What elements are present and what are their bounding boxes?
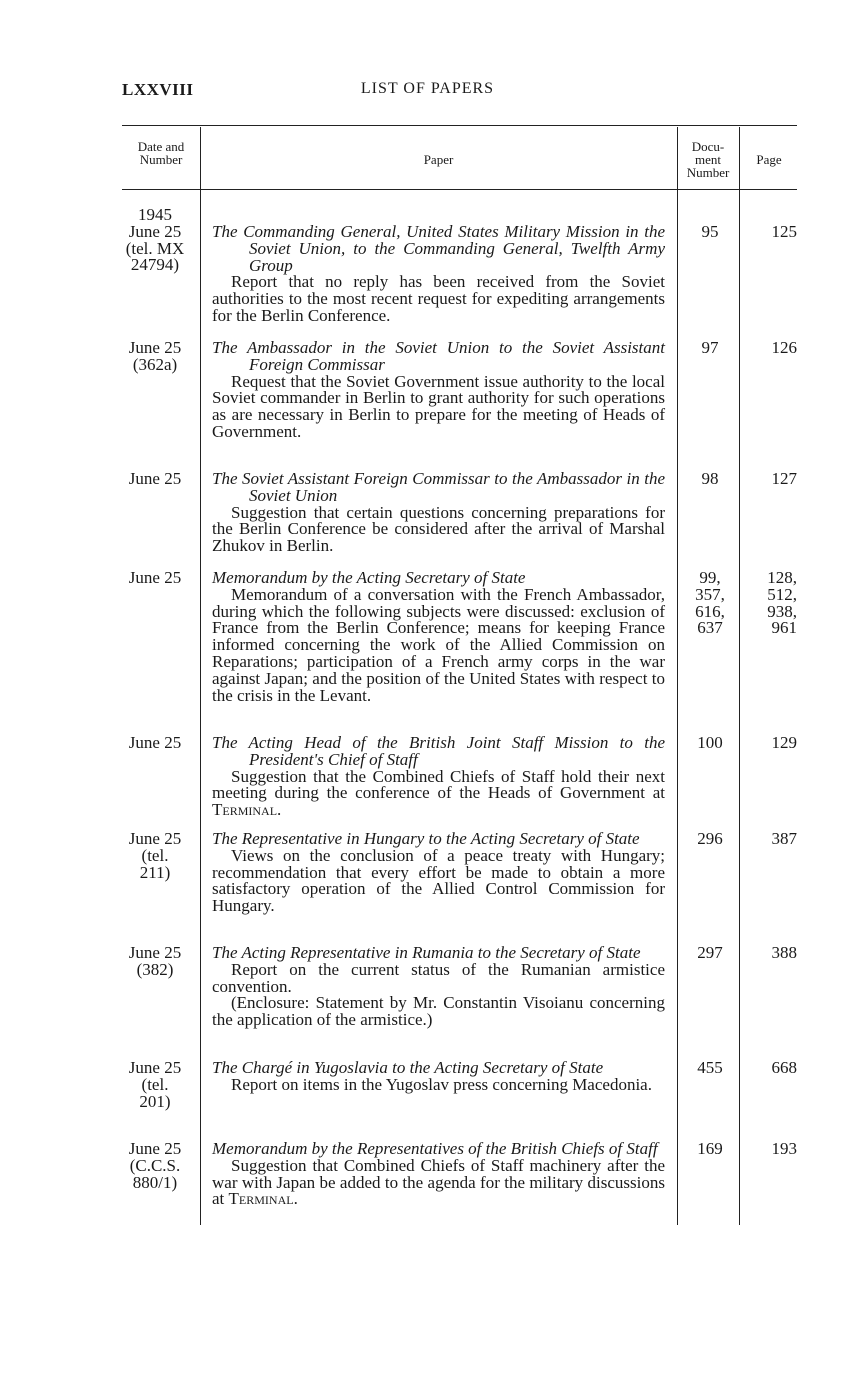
code-word: Terminal (228, 1189, 294, 1209)
document-number: 296 (697, 829, 723, 848)
entry-title: The Commanding General, United States Military Mission in the Soviet Union, to the Commanding General, Twelfth Army Group (212, 222, 665, 275)
entry-title: The Soviet Assistant Foreign Commissar to the Ambassador in the Soviet Union (212, 469, 665, 505)
entry-page-numbers (755, 340, 797, 357)
entry-summary: Report on items in the Yugoslav press concerning Macedonia. (231, 1074, 652, 1094)
date-line: 1945 (138, 205, 172, 224)
entry-title: The Ambassador in the Soviet Union to the Soviet Assistant Foreign Commissar (212, 338, 665, 374)
date-line: 24794) (130, 255, 180, 275)
document-number: 616, (695, 601, 725, 621)
entry-date (118, 570, 192, 587)
date-line: (C.C.S. (129, 1155, 181, 1175)
entry-page-numbers (755, 735, 797, 752)
entry-title: Memorandum by the Acting Secretary of State (212, 568, 526, 587)
date-line: June 25 (128, 733, 182, 752)
document-number: 297 (697, 943, 723, 962)
date-line: June 25 (128, 1058, 182, 1077)
entry-document-numbers (680, 1060, 740, 1077)
entry-summary: Report that no reply has been received from the Soviet authorities to the most recent request for expediting arrangements for the Berlin Conference. (212, 272, 665, 325)
entry-title: The Representative in Hungary to the Acting Secretary of State (212, 829, 640, 848)
document-number: 169 (697, 1139, 723, 1158)
date-line: (tel. (141, 1074, 169, 1094)
entry-summary: Request that the Soviet Government issue authority to the local Soviet commander in Berlin to grant authority for such operations as are necessary in Berlin to prepare for the meeting of Heads of Government. (212, 371, 665, 441)
entry-document-numbers (680, 340, 740, 357)
column-divider (200, 127, 201, 1225)
column-header-date: Date and Number (137, 139, 185, 167)
document-number: 637 (697, 618, 723, 638)
date-line: June 25 (128, 221, 182, 241)
entry-document-numbers (680, 471, 740, 488)
page-number: 668 (771, 1058, 797, 1077)
document-number: 455 (697, 1058, 723, 1077)
column-header-page: Page (756, 152, 782, 167)
entry-summary: Suggestion that certain questions concerning preparations for the Berlin Conference be considered after the arrival of Marshal Zhukov in Berlin. (212, 502, 665, 556)
date-line: 201) (139, 1091, 171, 1111)
entry-page-numbers (755, 471, 797, 488)
entry-document-numbers (680, 945, 740, 962)
date-line: June 25 (128, 829, 182, 848)
document-number: 100 (697, 733, 723, 752)
date-line: June 25 (128, 469, 182, 488)
page-number: 193 (771, 1139, 797, 1158)
page-number: 127 (771, 469, 797, 488)
code-word: Terminal (212, 800, 278, 820)
entry-page-numbers (755, 570, 797, 637)
document-number: 95 (701, 222, 719, 241)
date-line: (382) (136, 959, 174, 979)
date-line: (362a) (132, 354, 178, 374)
page-number: 512, (767, 584, 797, 604)
page-number: 938, (767, 601, 797, 621)
entry-document-numbers (680, 224, 740, 241)
entry-paper (212, 570, 665, 704)
date-line: June 25 (128, 1139, 182, 1158)
entry-paper (212, 340, 665, 441)
entry-title: The Acting Representative in Rumania to the Secretary of State (212, 943, 641, 962)
entry-summary: Memorandum of a conversation with the French Ambassador, during which the following subjects were discussed: exclusion of France from the Berlin Conference; means for keeping France informed concerning the work of the Allied Commission on Reparations; participation of a French army corps in the war against Japan; and the position of the United States with respect to the crisis in the Levant. (212, 584, 665, 705)
entry-date (118, 1141, 192, 1191)
document-number: 97 (701, 338, 719, 357)
entry-paper (212, 471, 665, 555)
entry-date (118, 1060, 192, 1110)
entry-page-numbers (755, 1141, 797, 1158)
page-number: 125 (771, 222, 797, 241)
entry-date (118, 471, 192, 488)
table-header-rule (122, 189, 797, 190)
entry-title: Memorandum by the Representatives of the British Chiefs of Staff (212, 1139, 658, 1158)
page-number: 129 (771, 733, 797, 752)
entry-summary: Suggestion that Combined Chiefs of Staff machinery after the war with Japan be added to the agenda for the military discussions at Terminal. (212, 1155, 665, 1209)
page-number: 387 (771, 829, 797, 848)
entry-page-numbers (755, 224, 797, 241)
entry-date (118, 945, 192, 979)
document-number: 98 (701, 469, 719, 488)
entry-date (118, 735, 192, 752)
entry-paper (212, 735, 665, 819)
page-number: 128, (767, 568, 797, 587)
entry-document-numbers (680, 1141, 740, 1158)
entry-date (118, 831, 192, 881)
entry-page-numbers (755, 1060, 797, 1077)
page-number: 388 (771, 943, 797, 962)
entry-summary: Suggestion that the Combined Chiefs of Staff hold their next meeting during the conference of the Heads of Government at Terminal. (212, 766, 665, 820)
document-number: 99, (699, 568, 721, 587)
entry-date (118, 340, 192, 374)
document-number: 357, (695, 584, 725, 604)
entry-title: The Acting Head of the British Joint Staff Mission to the President's Chief of Staff (212, 733, 665, 769)
entry-date (118, 207, 192, 274)
entry-document-numbers (680, 735, 740, 752)
entry-title: The Chargé in Yugoslavia to the Acting Secretary of State (212, 1058, 604, 1077)
page-number: LXXVIII (122, 80, 194, 99)
running-title: LIST OF PAPERS (360, 80, 495, 97)
entry-document-numbers (680, 831, 740, 848)
entry-enclosure: (Enclosure: Statement by Mr. Constantin Visoianu concerning the application of the armistice.) (212, 993, 665, 1030)
date-line: (tel. MX (125, 238, 185, 258)
entry-page-numbers (755, 945, 797, 962)
entry-paper (212, 831, 665, 915)
date-line: June 25 (128, 568, 182, 587)
page-number: 126 (771, 338, 797, 357)
entry-paper (212, 224, 665, 325)
entry-paper (212, 945, 665, 1029)
column-header-document: Docu- ment Number (686, 139, 730, 180)
page-number: 961 (771, 618, 797, 638)
column-header-paper: Paper (423, 152, 454, 167)
date-line: 211) (139, 862, 171, 882)
entry-summary: Report on the current status of the Rumanian armistice convention. (212, 959, 665, 996)
entry-paper (212, 1060, 665, 1094)
entry-summary: Views on the conclusion of a peace treaty with Hungary; recommendation that every effort be made to obtain a more satisfactory operation of the Allied Control Commission for Hungary. (212, 845, 665, 916)
entry-page-numbers (755, 831, 797, 848)
date-line: June 25 (128, 338, 182, 357)
entry-paper (212, 1141, 665, 1208)
date-line: 880/1) (132, 1172, 178, 1192)
column-divider (677, 127, 678, 1225)
entry-document-numbers (680, 570, 740, 637)
date-line: June 25 (128, 943, 182, 962)
table-top-rule (122, 125, 797, 126)
date-line: (tel. (141, 845, 169, 865)
